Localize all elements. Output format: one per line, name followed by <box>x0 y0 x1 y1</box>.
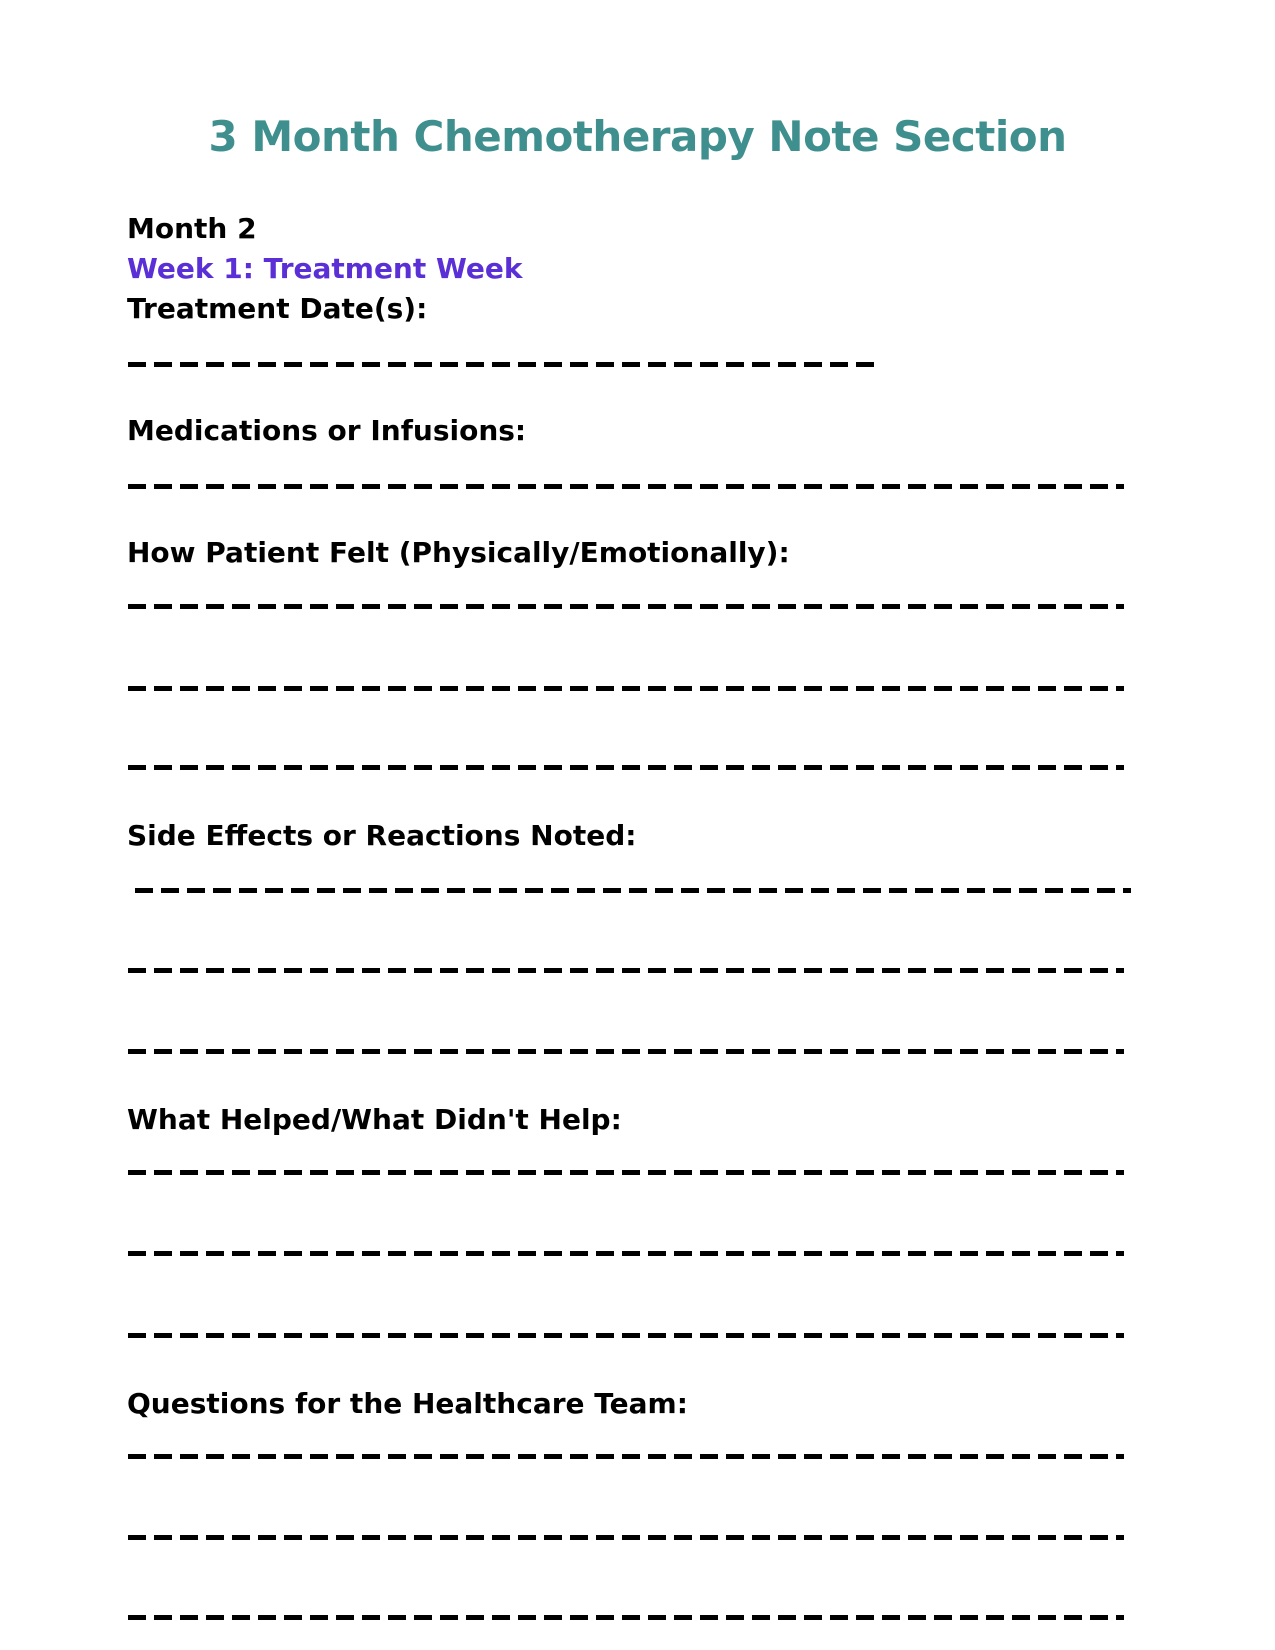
questions-line-1[interactable] <box>128 1454 1124 1459</box>
side-effects-line-2[interactable] <box>128 968 1124 973</box>
what-helped-line-2[interactable] <box>128 1251 1124 1256</box>
month-label: Month 2 <box>127 212 257 245</box>
questions-line-2[interactable] <box>128 1535 1124 1540</box>
medications-label: Medications or Infusions: <box>127 414 527 447</box>
how-patient-felt-line-1[interactable] <box>128 604 1124 609</box>
side-effects-line-3[interactable] <box>128 1049 1124 1054</box>
what-helped-label: What Helped/What Didn't Help: <box>127 1103 622 1136</box>
how-patient-felt-line-3[interactable] <box>128 765 1124 770</box>
what-helped-line-3[interactable] <box>128 1333 1124 1338</box>
what-helped-line-1[interactable] <box>128 1170 1124 1175</box>
side-effects-label: Side Effects or Reactions Noted: <box>127 819 637 852</box>
treatment-dates-line[interactable] <box>128 362 874 367</box>
treatment-dates-label: Treatment Date(s): <box>127 292 428 325</box>
week-label: Week 1: Treatment Week <box>127 252 523 285</box>
medications-line[interactable] <box>128 484 1124 489</box>
questions-label: Questions for the Healthcare Team: <box>127 1387 688 1420</box>
how-patient-felt-line-2[interactable] <box>128 686 1124 691</box>
questions-line-3[interactable] <box>128 1615 1124 1620</box>
how-patient-felt-label: How Patient Felt (Physically/Emotionally): <box>127 536 790 569</box>
page-title: 3 Month Chemotherapy Note Section <box>208 112 1067 161</box>
side-effects-line-1[interactable] <box>135 888 1131 893</box>
